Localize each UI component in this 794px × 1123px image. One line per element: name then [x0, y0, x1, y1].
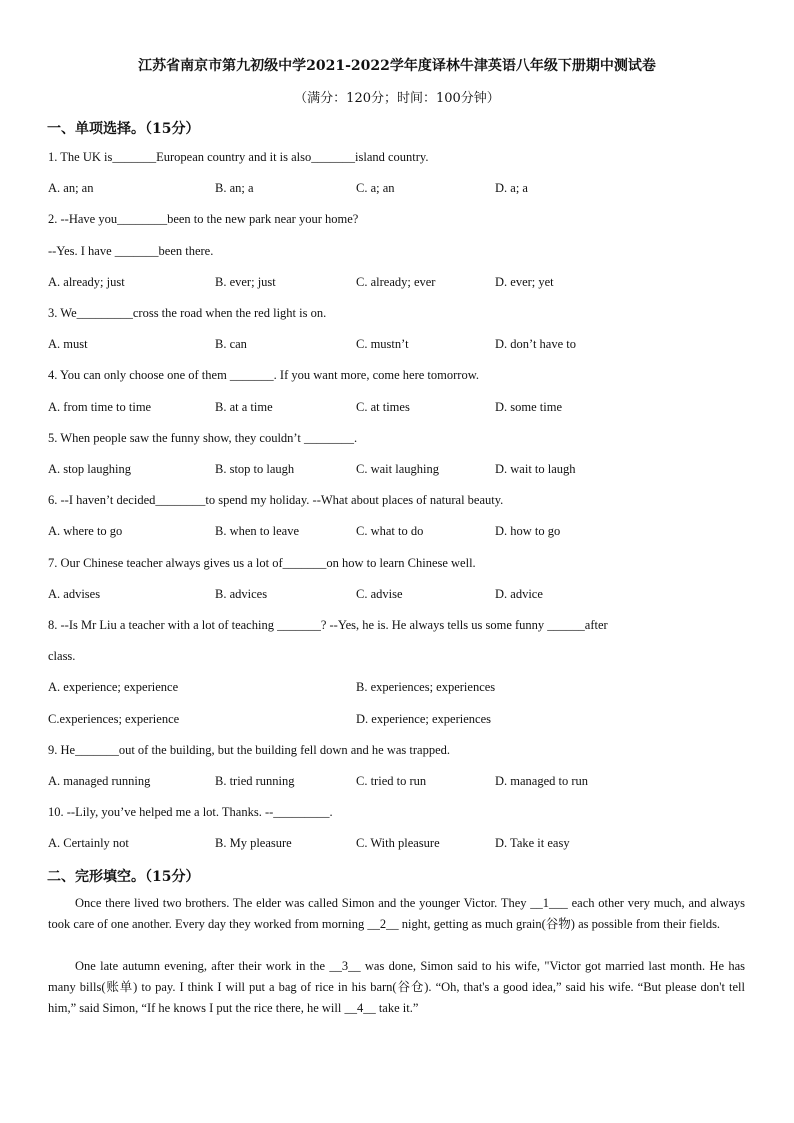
option-5d: D. wait to laugh: [495, 462, 576, 476]
option-2c: C. already; ever: [356, 275, 436, 289]
option-8c: C.experiences; experience: [48, 712, 180, 726]
option-4c: C. at times: [356, 400, 410, 414]
option-3b: B. can: [215, 337, 247, 351]
option-9d: D. managed to run: [495, 774, 589, 788]
question-9: 9. He_______out of the building, but the building fell down and he was trapped.: [48, 743, 451, 757]
option-6c: C. what to do: [356, 524, 424, 538]
option-4d: D. some time: [495, 400, 563, 414]
option-2a: A. already; just: [48, 275, 125, 289]
option-1a: A. an; an: [48, 181, 94, 195]
option-10a: A. Certainly not: [48, 836, 129, 850]
option-6d: D. how to go: [495, 524, 561, 538]
cloze-paragraph-2: One late autumn evening, after their work in the __3__ was done, Simon said to his wife, "Victor got married last month. He has many bills(账单) to pay. I think I will put a bag of rice in his barn(谷仓). “Oh, that's a good idea,” said his wife. “But please don't tell him,” said Simon, “If he knows I put the rice there, he will __4__ take it.”: [48, 959, 745, 1015]
question-2-reply: --Yes. I have _______been there.: [48, 244, 214, 258]
option-3c: C. mustn’t: [356, 337, 409, 351]
option-1c: C. a; an: [356, 181, 395, 195]
option-9b: B. tried running: [215, 774, 295, 788]
option-1d: D. a; a: [495, 181, 528, 195]
option-2d: D. ever; yet: [495, 275, 554, 289]
option-10b: B. My pleasure: [215, 836, 292, 850]
question-10: 10. --Lily, you’ve helped me a lot. Thanks. --_________.: [48, 805, 333, 819]
question-5: 5. When people saw the funny show, they couldn’t ________.: [48, 431, 358, 445]
question-3: 3. We_________cross the road when the red light is on.: [48, 306, 327, 320]
section-heading-cloze: 二、完形填空。（15分）: [47, 869, 200, 885]
option-4a: A. from time to time: [48, 400, 152, 414]
exam-title: 江苏省南京市第九初级中学2021-2022学年度译林牛津英语八年级下册期中测试卷: [138, 58, 656, 74]
question-8-cont: class.: [48, 649, 76, 663]
option-7c: C. advise: [356, 587, 403, 601]
question-6: 6. --I haven’t decided________to spend my holiday. --What about places of natural beauty.: [48, 493, 504, 507]
option-6b: B. when to leave: [215, 524, 300, 538]
section-heading-single-choice: 一、单项选择。（15分）: [47, 121, 200, 137]
question-8: 8. --Is Mr Liu a teacher with a lot of teaching _______? --Yes, he is. He always tells us some funny ______after: [48, 618, 608, 632]
option-8b: B. experiences; experiences: [356, 680, 496, 694]
question-4: 4. You can only choose one of them _______. If you want more, come here tomorrow.: [48, 368, 480, 382]
question-7: 7. Our Chinese teacher always gives us a lot of_______on how to learn Chinese well.: [48, 556, 476, 570]
option-3d: D. don’t have to: [495, 337, 577, 351]
option-5c: C. wait laughing: [356, 462, 439, 476]
option-8d: D. experience; experiences: [356, 712, 491, 726]
question-2: 2. --Have you________been to the new park near your home?: [48, 212, 359, 226]
option-9a: A. managed running: [48, 774, 151, 788]
option-1b: B. an; a: [215, 181, 254, 195]
option-7b: B. advices: [215, 587, 268, 601]
option-6a: A. where to go: [48, 524, 123, 538]
option-10d: D. Take it easy: [495, 836, 570, 850]
option-5a: A. stop laughing: [48, 462, 131, 476]
option-10c: C. With pleasure: [356, 836, 440, 850]
option-7a: A. advises: [48, 587, 101, 601]
option-3a: A. must: [48, 337, 88, 351]
option-7d: D. advice: [495, 587, 543, 601]
option-4b: B. at a time: [215, 400, 273, 414]
cloze-paragraph-1: Once there lived two brothers. The elder was called Simon and the younger Victor. They __1___ each other very much, and always took care of one another. Every day they worked from morning __2__ night, getting as much grain(谷物) as possible from their fields.: [48, 896, 745, 931]
option-9c: C. tried to run: [356, 774, 427, 788]
option-8a: A. experience; experience: [48, 680, 179, 694]
option-5b: B. stop to laugh: [215, 462, 295, 476]
question-1: 1. The UK is_______European country and it is also_______island country.: [48, 150, 429, 164]
exam-subtitle: （满分：120分；时间：100分钟）: [294, 91, 500, 106]
option-2b: B. ever; just: [215, 275, 276, 289]
